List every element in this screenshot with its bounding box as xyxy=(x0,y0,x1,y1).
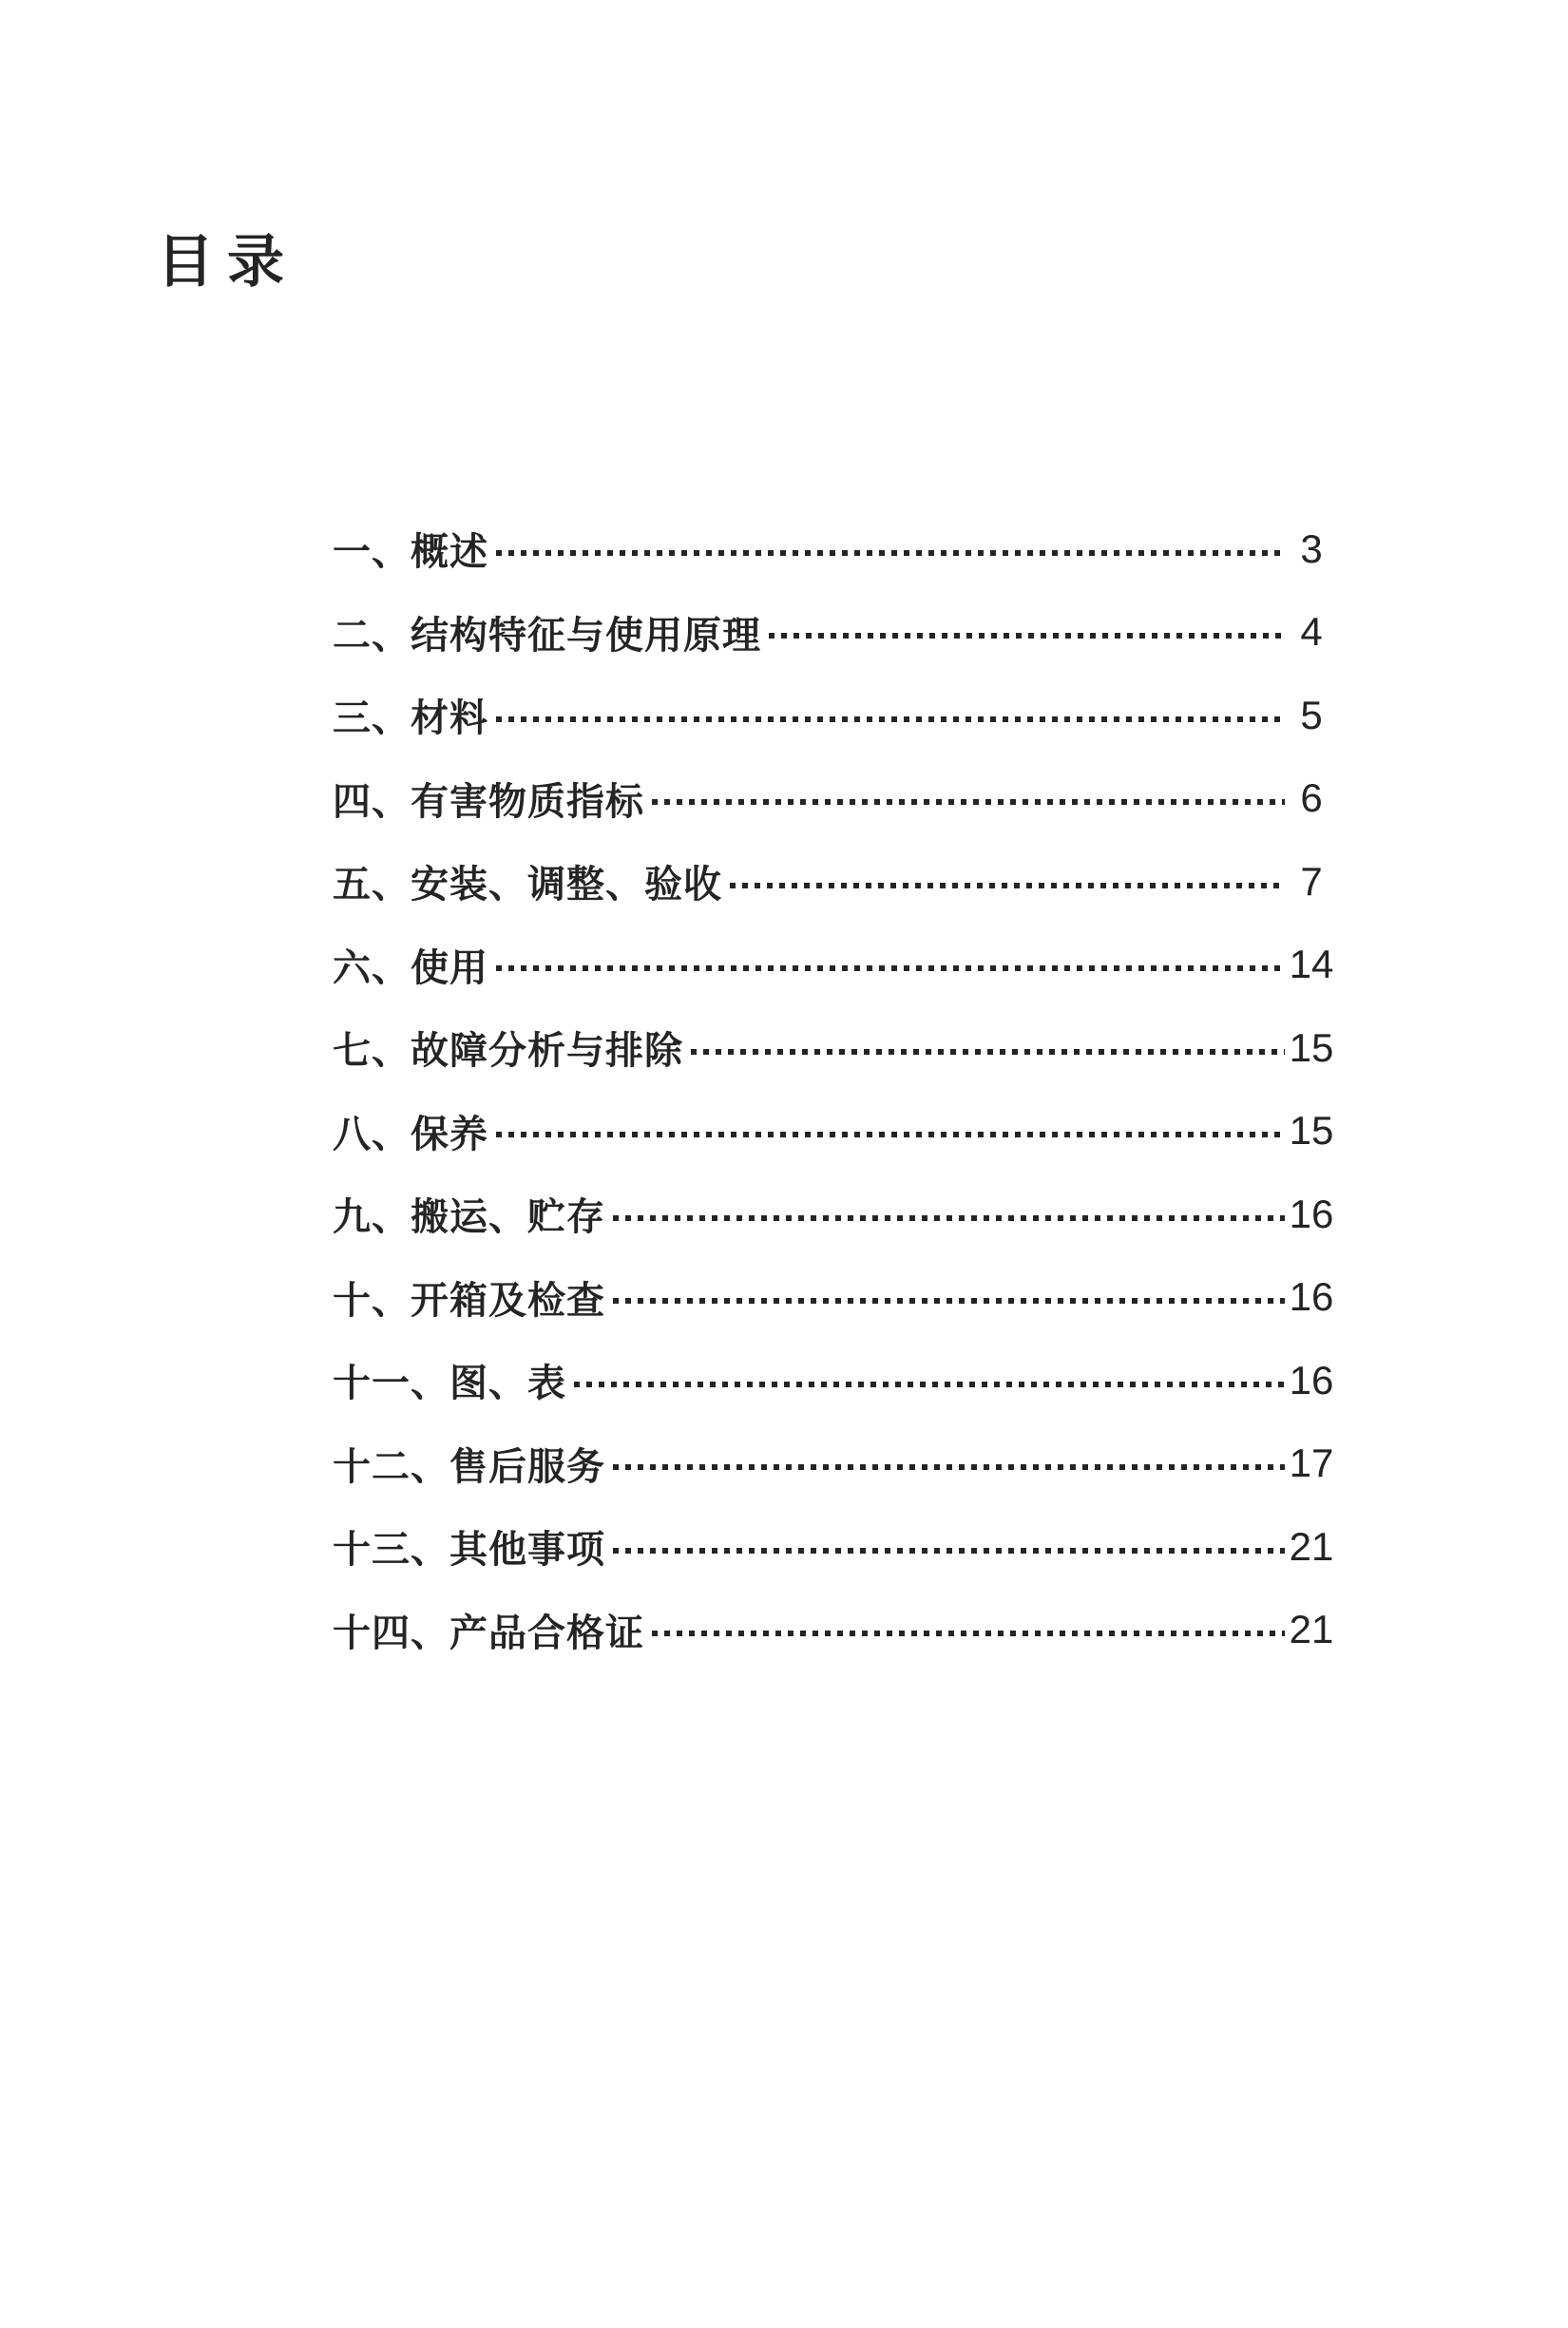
dot-leader xyxy=(613,1215,1285,1221)
toc-entry-page: 17 xyxy=(1289,1441,1334,1486)
toc-entry-page: 14 xyxy=(1289,942,1334,987)
toc-entry-page: 15 xyxy=(1289,1024,1334,1070)
toc-entry-label: 二、结构特征与使用原理 xyxy=(333,614,761,657)
toc-entry-page: 16 xyxy=(1289,1357,1334,1403)
toc-entry-label: 一、概述 xyxy=(333,531,488,574)
toc-entry xyxy=(333,507,1336,591)
toc-entry-page: 16 xyxy=(1289,1274,1334,1320)
toc-entry-label: 四、有害物质指标 xyxy=(333,780,644,823)
toc-entry-page: 15 xyxy=(1289,1108,1334,1154)
dot-leader xyxy=(613,1464,1285,1470)
toc-entry xyxy=(333,1339,1336,1422)
toc-entry-page: 3 xyxy=(1300,525,1323,571)
toc-entry xyxy=(333,1589,1336,1672)
toc-entry-page: 5 xyxy=(1300,692,1323,737)
toc-entry xyxy=(333,924,1336,1007)
toc-entry xyxy=(333,1090,1336,1174)
toc-entry-label: 六、使用 xyxy=(333,946,488,989)
toc-entry xyxy=(333,840,1336,924)
dot-leader xyxy=(496,1132,1285,1137)
toc-entry-label: 十、开箱及检查 xyxy=(333,1279,605,1322)
dot-leader xyxy=(496,716,1285,722)
toc-entry xyxy=(333,1505,1336,1589)
toc-entry-page: 7 xyxy=(1300,858,1323,904)
toc-entry-page: 6 xyxy=(1300,775,1323,821)
toc-list xyxy=(333,507,1336,1671)
toc-entry-page: 21 xyxy=(1289,1607,1334,1652)
toc-entry-page: 16 xyxy=(1289,1191,1334,1236)
toc-entry-label: 七、故障分析与排除 xyxy=(333,1030,683,1073)
toc-entry-page: 4 xyxy=(1300,609,1323,655)
dot-leader xyxy=(613,1298,1285,1304)
toc-entry-label: 五、安装、调整、验收 xyxy=(333,864,722,906)
toc-entry-page: 21 xyxy=(1289,1523,1334,1569)
dot-leader xyxy=(652,799,1285,805)
dot-leader xyxy=(496,550,1285,556)
toc-entry xyxy=(333,1006,1336,1090)
toc-entry-label: 十二、售后服务 xyxy=(333,1445,605,1488)
dot-leader xyxy=(496,965,1285,971)
toc-entry xyxy=(333,674,1336,757)
toc-entry-label: 三、材料 xyxy=(333,697,488,740)
toc-entry-label: 十三、其他事项 xyxy=(333,1529,605,1572)
toc-entry xyxy=(333,591,1336,675)
toc-entry xyxy=(333,1422,1336,1506)
dot-leader xyxy=(769,633,1285,639)
toc-entry-label: 十一、图、表 xyxy=(333,1363,566,1405)
dot-leader xyxy=(613,1548,1285,1554)
toc-entry-label: 十四、产品合格证 xyxy=(333,1612,644,1654)
toc-entry-label: 八、保养 xyxy=(333,1113,488,1155)
toc-entry-label: 九、搬运、贮存 xyxy=(333,1196,605,1239)
dot-leader xyxy=(730,883,1285,888)
dot-leader xyxy=(574,1382,1285,1387)
page-title: 目录 xyxy=(157,230,297,294)
toc-entry xyxy=(333,1256,1336,1340)
dot-leader xyxy=(652,1631,1285,1636)
toc-entry xyxy=(333,757,1336,841)
dot-leader xyxy=(691,1049,1285,1055)
toc-entry xyxy=(333,1173,1336,1256)
